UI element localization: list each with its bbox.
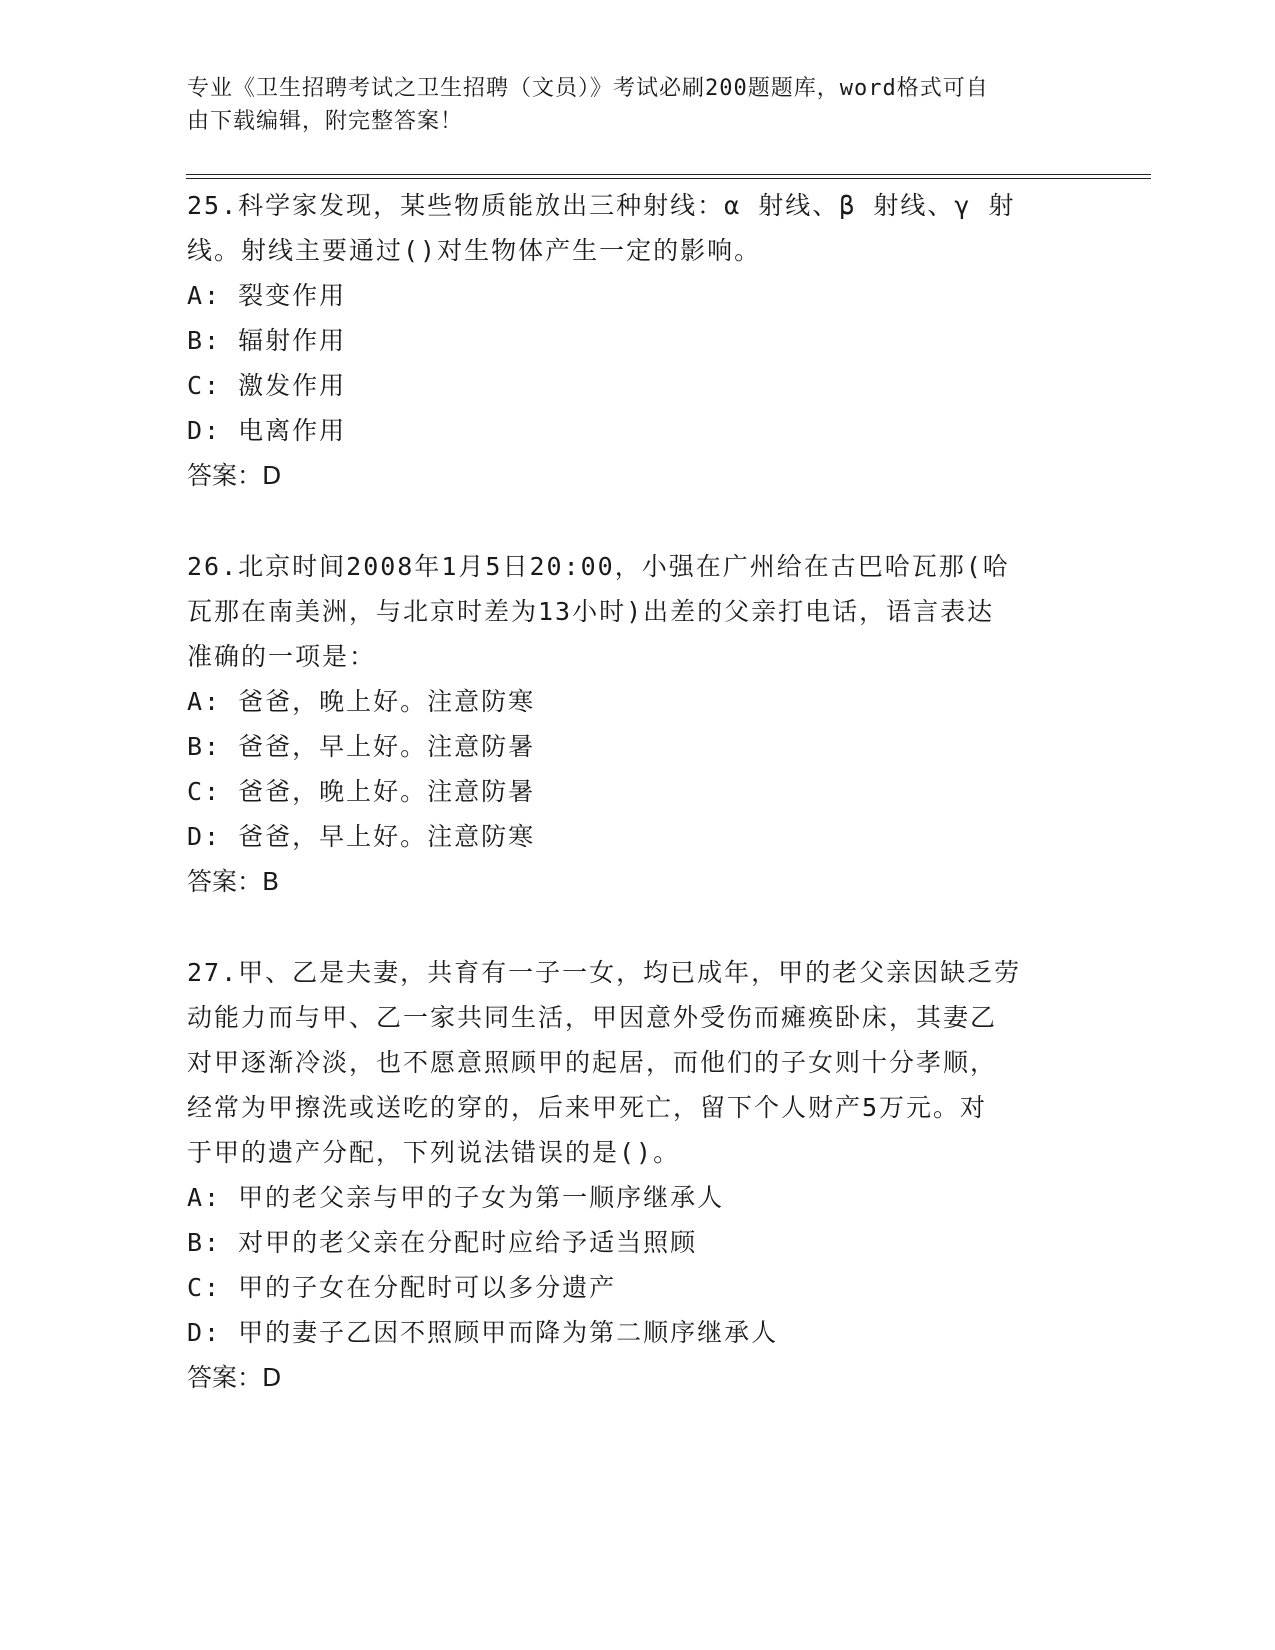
question-stem-line: 动能力而与甲、乙一家共同生活，甲因意外受伤而瘫痪卧床，其妻乙: [187, 1003, 998, 1032]
header-line-2: 由下载编辑，附完整答案！: [187, 109, 464, 134]
option-a: A: 裂变作用: [187, 281, 347, 310]
header-line-1: 专业《卫生招聘考试之卫生招聘（文员）》考试必刷200题题库，word格式可自: [187, 76, 989, 101]
option-a: A: 爸爸，晚上好。注意防寒: [187, 687, 536, 716]
option-d: D: 电离作用: [187, 416, 347, 445]
question-25: [187, 183, 1067, 498]
option-b: B: 爸爸，早上好。注意防暑: [187, 732, 536, 761]
option-a: A: 甲的老父亲与甲的子女为第一顺序继承人: [187, 1183, 725, 1212]
answer-label: 答案：D: [187, 1363, 282, 1392]
question-stem-line: 对甲逐渐冷淡，也不愿意照顾甲的起居，而他们的子女则十分孝顺，: [187, 1048, 998, 1077]
option-b: B: 对甲的老父亲在分配时应给予适当照顾: [187, 1228, 698, 1257]
option-c: C: 激发作用: [187, 371, 347, 400]
question-stem-line: 于甲的遗产分配，下列说法错误的是()。: [187, 1138, 681, 1167]
question-stem-line: 准确的一项是：: [187, 642, 377, 671]
question-26: [187, 544, 1067, 904]
document-header: [187, 72, 1067, 138]
question-stem-line: 瓦那在南美洲，与北京时差为13小时)出差的父亲打电话，语言表达: [187, 597, 995, 626]
option-d: D: 爸爸，早上好。注意防寒: [187, 822, 536, 851]
question-stem-line: 27.甲、乙是夫妻，共育有一子一女，均已成年，甲的老父亲因缺乏劳: [187, 958, 1022, 987]
option-c: C: 甲的子女在分配时可以多分遗产: [187, 1273, 617, 1302]
option-d: D: 甲的妻子乙因不照顾甲而降为第二顺序继承人: [187, 1318, 779, 1347]
question-stem-line: 线。射线主要通过()对生物体产生一定的影响。: [187, 236, 762, 265]
question-stem-line: 26.北京时间2008年1月5日20:00，小强在广州给在古巴哈瓦那(哈: [187, 552, 1010, 581]
question-stem-line: 经常为甲擦洗或送吃的穿的，后来甲死亡，留下个人财产5万元。对: [187, 1093, 988, 1122]
question-stem-line: 25.科学家发现，某些物质能放出三种射线：α 射线、β 射线、γ 射: [187, 191, 1016, 220]
answer-label: 答案：B: [187, 867, 280, 896]
answer-label: 答案：D: [187, 461, 282, 490]
option-c: C: 爸爸，晚上好。注意防暑: [187, 777, 536, 806]
header-divider: [186, 174, 1151, 179]
option-b: B: 辐射作用: [187, 326, 347, 355]
question-27: [187, 950, 1067, 1400]
